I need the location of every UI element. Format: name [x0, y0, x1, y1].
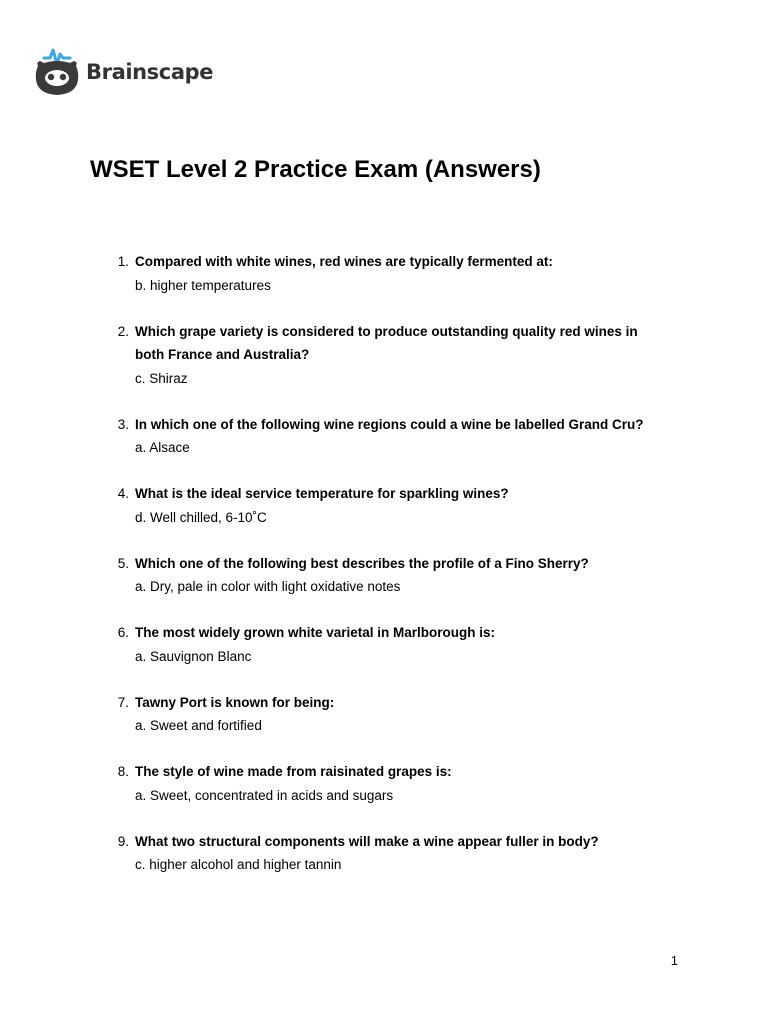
question-text: Which one of the following best describes the profile of a Fino Sherry?: [135, 555, 589, 571]
item-body: [135, 250, 665, 297]
list-item: [105, 621, 665, 668]
answer-text: c. higher alcohol and higher tannin: [135, 857, 342, 872]
question-text: The most widely grown white varietal in Marlborough is:: [135, 625, 496, 640]
list-item: [105, 691, 665, 738]
answer-text: a. Sauvignon Blanc: [135, 648, 252, 664]
list-item: [105, 482, 665, 529]
list-item: [105, 830, 665, 877]
answer-text: b. higher temperatures: [135, 277, 271, 293]
answer-text: a. Alsace: [135, 440, 190, 455]
item-number: 2.: [117, 323, 129, 339]
question-text: Which grape variety is considered to produce outstanding quality red wines in both France and Australia?: [135, 323, 638, 362]
item-number: 8.: [117, 764, 129, 779]
item-body: [135, 621, 665, 668]
brand-name: Brainscape: [86, 60, 214, 84]
page-title: WSET Level 2 Practice Exam (Answers): [90, 156, 541, 183]
item-number: 3.: [117, 416, 129, 432]
answer-text: a. Dry, pale in color with light oxidative notes: [135, 579, 401, 594]
list-item: [105, 552, 665, 599]
list-item: [105, 413, 665, 460]
item-body: [135, 552, 665, 599]
item-number: 7.: [117, 694, 129, 710]
item-number: 6.: [117, 625, 129, 640]
question-text: What two structural components will make a wine appear fuller in body?: [135, 833, 599, 849]
question-text: In which one of the following wine regions could a wine be labelled Grand Cru?: [135, 416, 644, 432]
item-number: 1.: [117, 254, 129, 269]
question-text: Compared with white wines, red wines are typically fermented at:: [135, 254, 553, 269]
item-body: [135, 691, 665, 738]
answer-text: a. Sweet and fortified: [135, 718, 262, 733]
item-body: [135, 413, 665, 460]
list-item: [105, 320, 665, 391]
page-number: 1: [670, 953, 678, 968]
item-number: 5.: [117, 555, 129, 571]
question-text: The style of wine made from raisinated grapes is:: [135, 764, 452, 779]
brand-logo[interactable]: [34, 44, 213, 98]
question-text: Tawny Port is known for being:: [135, 694, 335, 710]
answer-text: c. Shiraz: [135, 370, 188, 386]
item-body: [135, 482, 665, 529]
list-item: [105, 760, 665, 807]
list-item: [105, 250, 665, 297]
qa-list: [105, 250, 665, 899]
answer-text: d. Well chilled, 6-10˚C: [135, 509, 267, 525]
item-body: [135, 760, 665, 807]
item-body: [135, 320, 665, 391]
answer-text: a. Sweet, concentrated in acids and sugars: [135, 787, 394, 803]
question-text: What is the ideal service temperature for sparkling wines?: [135, 486, 509, 501]
item-body: [135, 830, 665, 877]
item-number: 4.: [117, 486, 129, 501]
brainscape-logo-icon: [34, 44, 80, 98]
item-number: 9.: [117, 833, 129, 849]
